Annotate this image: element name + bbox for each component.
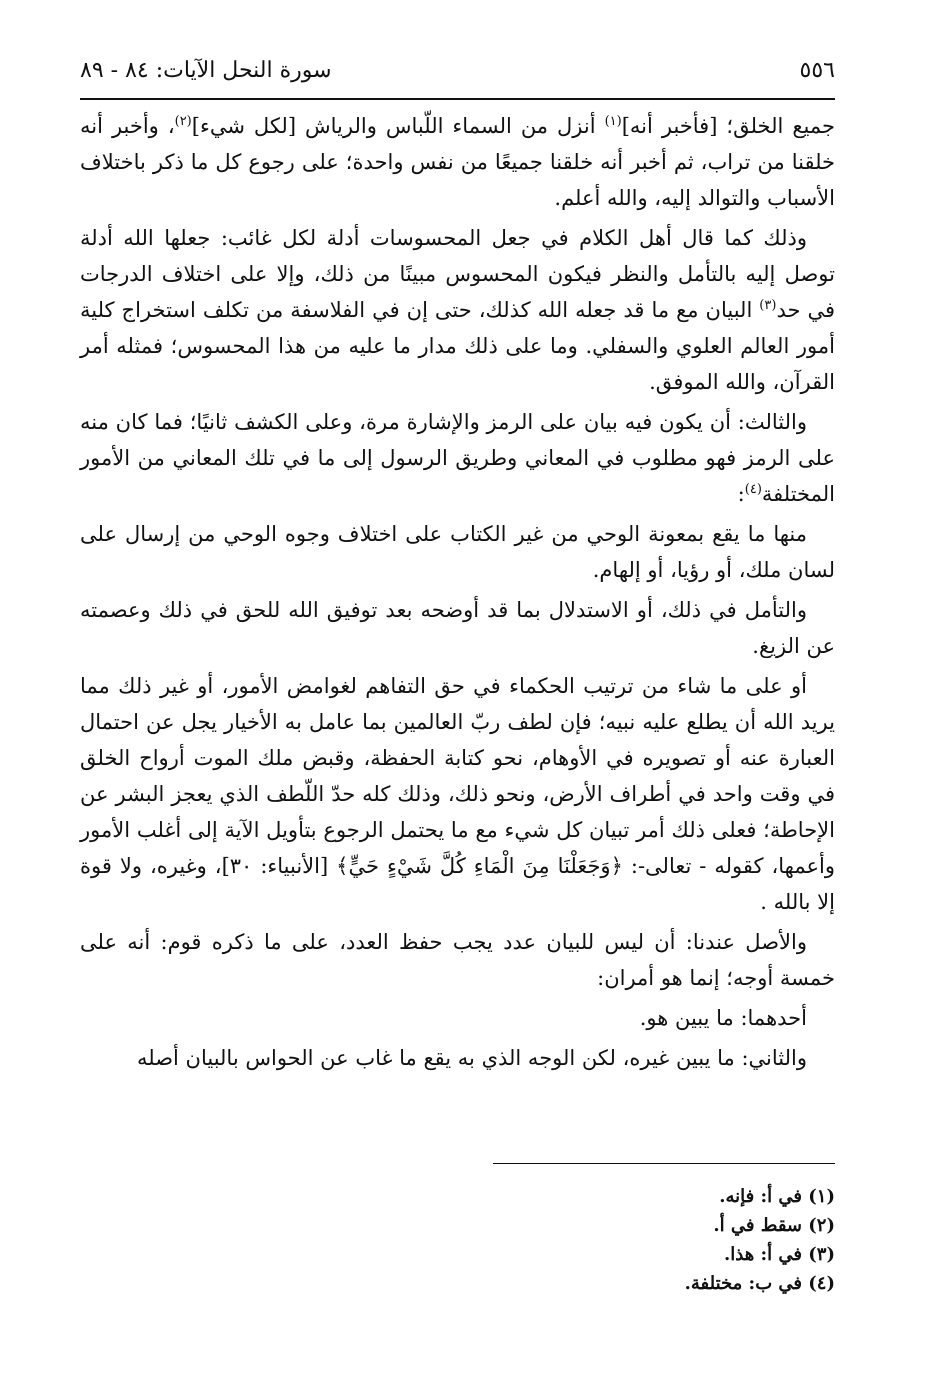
footnotes [80,1182,835,1298]
footnote-4: (٤) في ب: مختلفة. [684,1273,835,1294]
footnote-2: (٢) سقط في أ. [713,1215,835,1236]
running-title: سورة النحل الآيات: ٨٤ - ٨٩ [80,58,332,83]
footnote-ref-3: (٣) [759,298,777,313]
footnote-divider [493,1163,835,1164]
page-number: ٥٥٦ [799,58,835,83]
paragraph-9: والثاني: ما يبين غيره، لكن الوجه الذي به يقع ما غاب عن الحواس بالبيان أصله [136,1046,807,1070]
footnote-3: (٣) في أ: هذا. [724,1244,835,1265]
header-divider [80,98,835,100]
paragraph-6: أو على ما شاء من ترتيب الحكماء في حق التفاهم لغوامض الأمور، أو غير ذلك مما يريد الله أن يطلع عليه نبيه؛ فإن لطف ربّ العالمين بما عامل به الأخيار يجل عن احتمال العبارة عنه أو تصويره في الأوهام، نحو كتابة الحفظة، وقبض ملك الموت أرواح الخلق في وقت واحد في أطراف الأرض، ونحو ذلك، وذلك كله حدّ اللّطف الذي يعجز البشر عن الإحاطة؛ فعلى ذلك أمر تبيان كل شيء مع ما يحتمل الرجوع بتأويل الآية إلى أغلب الأمور وأعمها، كقوله - تعالى-: ﴿وَجَعَلْنَا مِنَ الْمَاءِ كُلَّ شَيْءٍ حَيٍّ﴾ [الأنبياء: ٣٠]، وغيره، ولا قوة إلا بالله . [80,674,835,914]
paragraph-2: وذلك كما قال أهل الكلام في جعل المحسوسات أدلة لكل غائب: جعلها الله أدلة توصل إليه بالتأمل والنظر فيكون المحسوس مبينًا من ذلك، وإلا على اختلاف الدرجات في حد$^{(٣)}$ البيان مع ما قد جعله الله كذلك، حتى إن في الفلاسفة من تكلف استخراج كلية أمور العالم العلوي والسفلي. وما على ذلك مدار ما عليه من هذا المحسوس؛ فمثله أمر القرآن، والله الموفق. [80,226,835,394]
paragraph-7: والأصل عندنا: أن ليس للبيان عدد يجب حفظ العدد، على ما ذكره قوم: أنه على خمسة أوجه؛ إنما هو أمران: [80,930,835,990]
paragraph-4: منها ما يقع بمعونة الوحي من غير الكتاب على اختلاف وجوه الوحي من إرسال على لسان ملك، أو رؤيا، أو إلهام. [80,522,835,582]
main-text [80,108,835,1080]
footnote-ref-1: (١) [604,114,622,129]
paragraph-5: والتأمل في ذلك، أو الاستدلال بما قد أوضحه بعد توفيق الله للحق في ذلك وعصمته عن الزيغ. [80,598,835,658]
paragraph-8: أحدهما: ما يبين هو. [639,1006,807,1030]
footnote-1: (١) في أ: فإنه. [719,1186,835,1207]
footnote-ref-4: (٤) [744,482,762,497]
paragraph-3: والثالث: أن يكون فيه بيان على الرمز والإشارة مرة، وعلى الكشف ثانيًا؛ فما كان منه على الرمز فهو مطلوب في المعاني وطريق الرسول إلى ما في تلك المعاني من الأمور المختلفة$^{(٤)}$: [80,410,835,506]
footnote-ref-2: (٢) [174,114,192,129]
paragraph-1: جميع الخلق؛ [فأخبر أنه]$^{(١)}$ أنزل من السماء اللّباس والرياش [لكل شيء]$^{(٢)}$، وأخبر أنه خلقنا من تراب، ثم أخبر أنه خلقنا جميعًا من نفس واحدة؛ على رجوع كل ما ذكر باختلاف الأسباب والتوالد إليه، والله أعلم. [80,114,835,210]
page-header [80,52,835,96]
